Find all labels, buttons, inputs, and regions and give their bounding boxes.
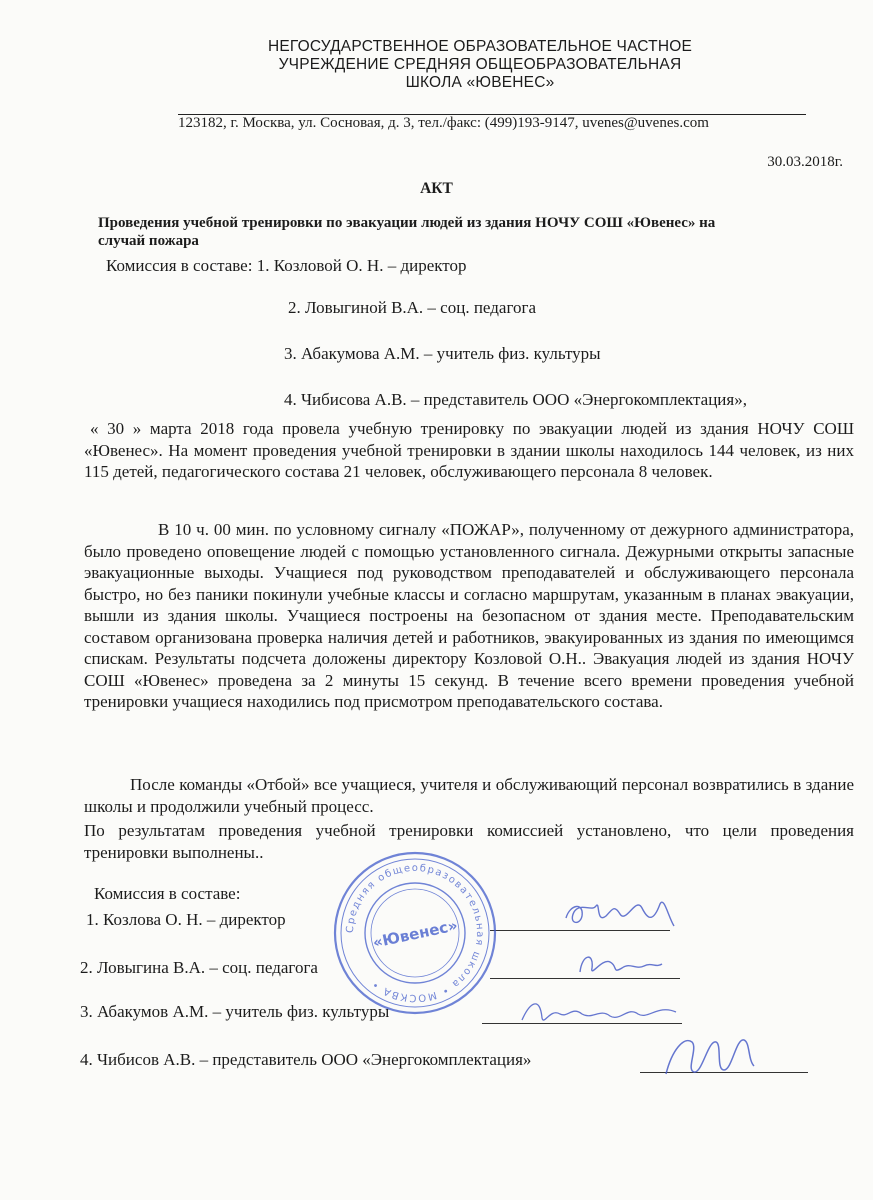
commission-member-4: 4. Чибисова А.В. – представитель ООО «Энергокомплектация», (284, 390, 747, 409)
letterhead-line-2: УЧРЕЖДЕНИЕ СРЕДНЯЯ ОБЩЕОБРАЗОВАТЕЛЬНАЯ (278, 56, 682, 73)
document-subject-line-1: Проведения учебной тренировки по эвакуации людей из здания НОЧУ СОШ «Ювенес» на (98, 215, 716, 231)
letterhead-line-3: ШКОЛА «ЮВЕНЕС» (405, 74, 555, 91)
document-subject-line-2: случай пожара (98, 233, 199, 249)
paragraph-2: В 10 ч. 00 мин. по условному сигналу «ПОЖАР», полученному от дежурного администратора, было проведено оповещение людей с помощью установленного сигнала. Дежурными открыты запасные эвакуационные выходы. Учащиеся под руководством преподавателей и обслуживающего персонала быстро, но без паники покинули учебные классы и согласно маршрутам, указанным в планах эвакуации, вышли из здания школы. Учащиеся построены на безопасном от здания месте. Преподавательским составом организована проверка наличия детей и работников, эвакуированных из здания по имеющимся спискам. Результаты подсчета доложены директору Козловой О.Н.. Эвакуация людей из здания НОЧУ СОШ «Ювенес» проведена за 2 минуты 15 секунд. В течение всего времени проведения учебной тренировки учащиеся находились под присмотром преподавательского состава. (84, 520, 854, 711)
commission-intro: Комиссия в составе: 1. Козловой О. Н. – директор (106, 256, 467, 275)
school-stamp-icon (330, 848, 500, 1018)
paragraph-4: По результатам проведения учебной тренировки комиссией установлено, что цели проведения тренировки выполнены.. (84, 821, 854, 862)
letterhead (180, 38, 780, 92)
paragraph-3: После команды «Отбой» все учащиеся, учителя и обслуживающий персонал возвратились в здание школы и продолжили учебный процесс. (84, 775, 854, 816)
document-date: 30.03.2018г. (767, 154, 843, 170)
signature-label-3: 3. Абакумов А.М. – учитель физ. культуры (80, 1002, 390, 1021)
stamp-center-text: «Ювенес» (371, 916, 460, 952)
signature-label-2: 2. Ловыгина В.А. – соц. педагога (80, 958, 318, 977)
stamp-ring-text: Средняя общеобразовательная школа • МОСКВА • (344, 862, 486, 1004)
handwritten-signature-2-icon (572, 944, 672, 984)
paragraph-1: « 30 » марта 2018 года провела учебную тренировку по эвакуации людей из здания НОЧУ СОШ «Ювенес». На момент проведения учебной тренировки в здании школы находилось 144 человек, из них 115 детей, педагогического состава 21 человек, обслуживающего персонала 8 человек. (84, 419, 854, 481)
document-title: АКТ (420, 180, 453, 197)
letterhead-address: 123182, г. Москва, ул. Сосновая, д. 3, тел./факс: (499)193-9147, uvenes@uvenes.com (178, 115, 709, 131)
commission-member-3: 3. Абакумова А.М. – учитель физ. культуры (284, 344, 601, 363)
commission-member-2: 2. Ловыгиной В.А. – соц. педагога (288, 298, 537, 317)
handwritten-signature-3-icon (516, 990, 686, 1030)
signatures-intro: Комиссия в составе: (94, 884, 241, 903)
signature-label-4: 4. Чибисов А.В. – представитель ООО «Энергокомплектация» (80, 1050, 532, 1069)
handwritten-signature-4-icon (656, 1030, 766, 1080)
signature-label-1: 1. Козлова О. Н. – директор (86, 910, 286, 929)
letterhead-line-1: НЕГОСУДАРСТВЕННОЕ ОБРАЗОВАТЕЛЬНОЕ ЧАСТНОЕ (267, 38, 693, 55)
handwritten-signature-1-icon (556, 886, 706, 936)
